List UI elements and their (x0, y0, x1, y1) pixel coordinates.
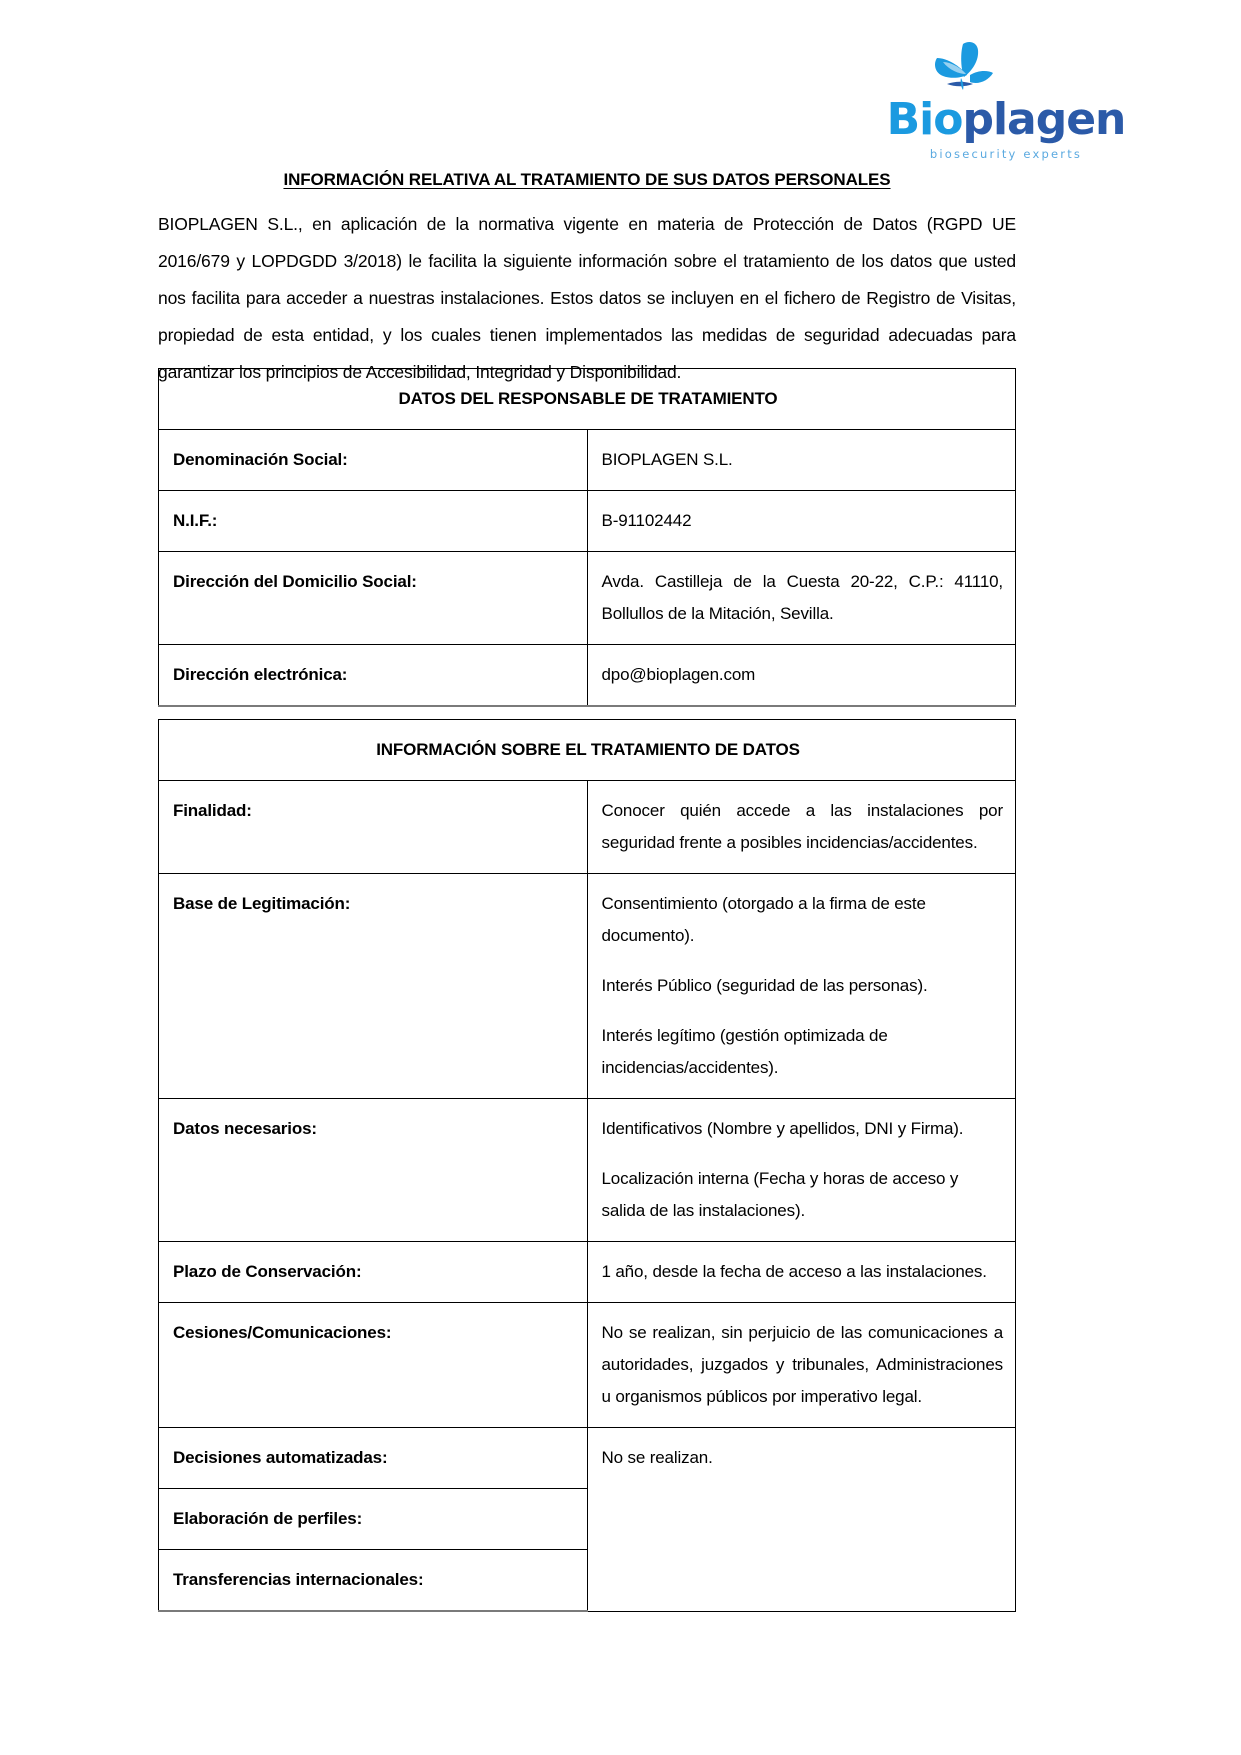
table-responsable (158, 368, 1016, 707)
table-row (159, 645, 1016, 707)
table-header-row (159, 369, 1016, 430)
table-row (159, 1242, 1016, 1303)
row-value-direccion: Avda. Castilleja de la Cuesta 20-22, C.P.: 41110, Bollullos de la Mitación, Sevilla. (587, 552, 1016, 645)
row-label-denominacion: Denominación Social: (159, 430, 588, 491)
row-value-base-legitimacion (587, 874, 1016, 1099)
row-label-email: Dirección electrónica: (159, 645, 588, 707)
table-row (159, 781, 1016, 874)
value-line: Interés legítimo (gestión optimizada de incidencias/accidentes). (601, 1026, 888, 1077)
row-label-elaboracion-perfiles: Elaboración de perfiles: (159, 1489, 588, 1550)
table-row (159, 491, 1016, 552)
value-line: Identificativos (Nombre y apellidos, DNI y Firma). (601, 1119, 964, 1138)
value-line: Localización interna (Fecha y horas de acceso y salida de las instalaciones). (601, 1169, 959, 1220)
row-label-cesiones: Cesiones/Comunicaciones: (159, 1303, 588, 1428)
logo-word-bio: Bio (886, 94, 963, 145)
intro-paragraph: BIOPLAGEN S.L., en aplicación de la normativa vigente en materia de Protección de Datos (RGPD UE 2016/679 y LOPDGDD 3/2018) le facilita la siguiente información sobre el tratamiento de los datos que usted nos facilita para acceder a nuestras instalaciones. Estos datos se incluyen en el fichero de Registro de Visitas, propiedad de esta entidad, y los cuales tienen implementados las medidas de seguridad adecuadas para garantizar los principios de Accesibilidad, Integridad y Disponibilidad. (158, 214, 1016, 382)
table-row (159, 874, 1016, 1099)
row-value-nif: B-91102442 (587, 491, 1016, 552)
row-value-denominacion: BIOPLAGEN S.L. (587, 430, 1016, 491)
table-tratamiento (158, 719, 1016, 1612)
company-logo (881, 38, 1131, 161)
butterfly-icon (881, 38, 1131, 100)
row-label-datos-necesarios: Datos necesarios: (159, 1099, 588, 1242)
row-label-direccion: Dirección del Domicilio Social: (159, 552, 588, 645)
row-label-nif: N.I.F.: (159, 491, 588, 552)
row-label-transferencias-internacionales: Transferencias internacionales: (159, 1550, 588, 1612)
table-row (159, 552, 1016, 645)
row-value-no-se-realizan: No se realizan. (587, 1428, 1016, 1612)
table-responsable-wrapper (158, 368, 1016, 707)
row-value-cesiones: No se realizan, sin perjuicio de las comunicaciones a autoridades, juzgados y tribunales, Administraciones u organismos públicos por imperativo legal. (587, 1303, 1016, 1428)
row-label-finalidad: Finalidad: (159, 781, 588, 874)
table-header-row (159, 720, 1016, 781)
row-value-datos-necesarios (587, 1099, 1016, 1242)
table-row (159, 1428, 1016, 1489)
logo-tagline: biosecurity experts (929, 147, 1083, 161)
row-value-plazo: 1 año, desde la fecha de acceso a las instalaciones. (587, 1242, 1016, 1303)
table-row (159, 430, 1016, 491)
logo-word-plagen: plagen (962, 94, 1126, 145)
table-tratamiento-wrapper (158, 719, 1016, 1612)
logo-wordmark (881, 94, 1131, 145)
table-tratamiento-header: INFORMACIÓN SOBRE EL TRATAMIENTO DE DATOS (159, 720, 1016, 781)
value-line: Interés Público (seguridad de las personas). (601, 976, 928, 995)
row-label-plazo: Plazo de Conservación: (159, 1242, 588, 1303)
table-row (159, 1099, 1016, 1242)
row-label-decisiones-automatizadas: Decisiones automatizadas: (159, 1428, 588, 1489)
value-line: Consentimiento (otorgado a la firma de este documento). (601, 894, 926, 945)
row-label-base-legitimacion: Base de Legitimación: (159, 874, 588, 1099)
row-value-finalidad: Conocer quién accede a las instalaciones por seguridad frente a posibles incidencias/accidentes. (587, 781, 1016, 874)
page-title: INFORMACIÓN RELATIVA AL TRATAMIENTO DE SUS DATOS PERSONALES (283, 170, 891, 189)
table-responsable-header: DATOS DEL RESPONSABLE DE TRATAMIENTO (159, 369, 1016, 430)
row-value-email: dpo@bioplagen.com (587, 645, 1016, 707)
table-row (159, 1303, 1016, 1428)
